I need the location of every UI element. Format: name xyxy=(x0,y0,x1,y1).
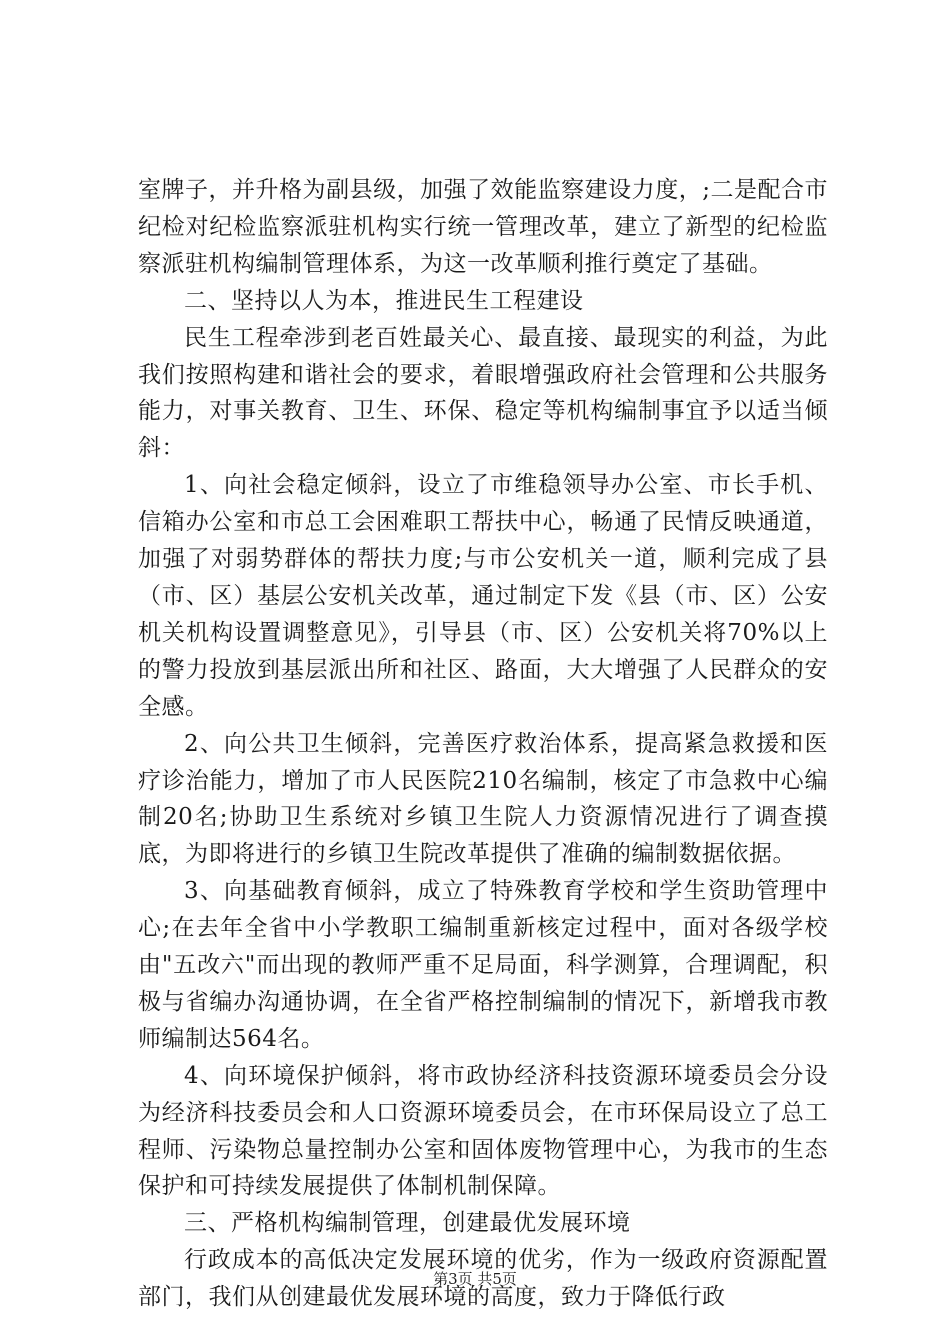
section-heading-3: 三、严格机构编制管理，创建最优发展环境 xyxy=(184,1210,631,1237)
list-item-3: 3、向基础教育倾斜，成立了特殊教育学校和学生资助管理中心;在去年全省中小学教职工编制重新核定过程中，面对各级学校由"五改六"而出现的教师严重不足局面，科学测算，合理调配，积极与省编办沟通协调，在全省严格控制编制的情况下，新增我市教师编制达564名。 xyxy=(138,878,828,1052)
paragraph-9: 行政成本的高低决定发展环境的优劣，作为一级政府资源配置部门，我们从创建最优发展环境的高度，致力于降低行政 xyxy=(138,1247,828,1311)
document-body xyxy=(138,172,828,1316)
list-item-1: 1、向社会稳定倾斜，设立了市维稳领导办公室、市长手机、信箱办公室和市总工会困难职工帮扶中心，畅通了民情反映通道，加强了对弱势群体的帮扶力度;与市公安机关一道，顺利完成了县（市、区）基层公安机关改革，通过制定下发《县（市、区）公安机关机构设置调整意见》，引导县（市、区）公安机关将70%以上的警力投放到基层派出所和社区、路面，大大增强了人民群众的安全感。 xyxy=(138,472,828,720)
page-number-footer: 第3页 共5页 xyxy=(433,1270,517,1288)
list-item-4: 4、向环境保护倾斜，将市政协经济科技资源环境委员会分设为经济科技委员会和人口资源环境委员会，在市环保局设立了总工程师、污染物总量控制办公室和固体废物管理中心，为我市的生态保护和可持续发展提供了体制机制保障。 xyxy=(138,1062,828,1200)
list-item-2: 2、向公共卫生倾斜，完善医疗救治体系，提高紧急救援和医疗诊治能力，增加了市人民医院210名编制，核定了市急救中心编制20名;协助卫生系统对乡镇卫生院人力资源情况进行了调查摸底，为即将进行的乡镇卫生院改革提供了准确的编制数据依据。 xyxy=(138,730,828,868)
paragraph-3: 民生工程牵涉到老百姓最关心、最直接、最现实的利益，为此我们按照构建和谐社会的要求，着眼增强政府社会管理和公共服务能力，对事关教育、卫生、环保、稳定等机构编制事宜予以适当倾斜： xyxy=(138,324,828,462)
section-heading-2: 二、坚持以人为本，推进民生工程建设 xyxy=(184,287,584,314)
paragraph-1: 室牌子，并升格为副县级，加强了效能监察建设力度，;二是配合市纪检对纪检监察派驻机构实行统一管理改革，建立了新型的纪检监察派驻机构编制管理体系，为这一改革顺利推行奠定了基础。 xyxy=(138,177,828,277)
